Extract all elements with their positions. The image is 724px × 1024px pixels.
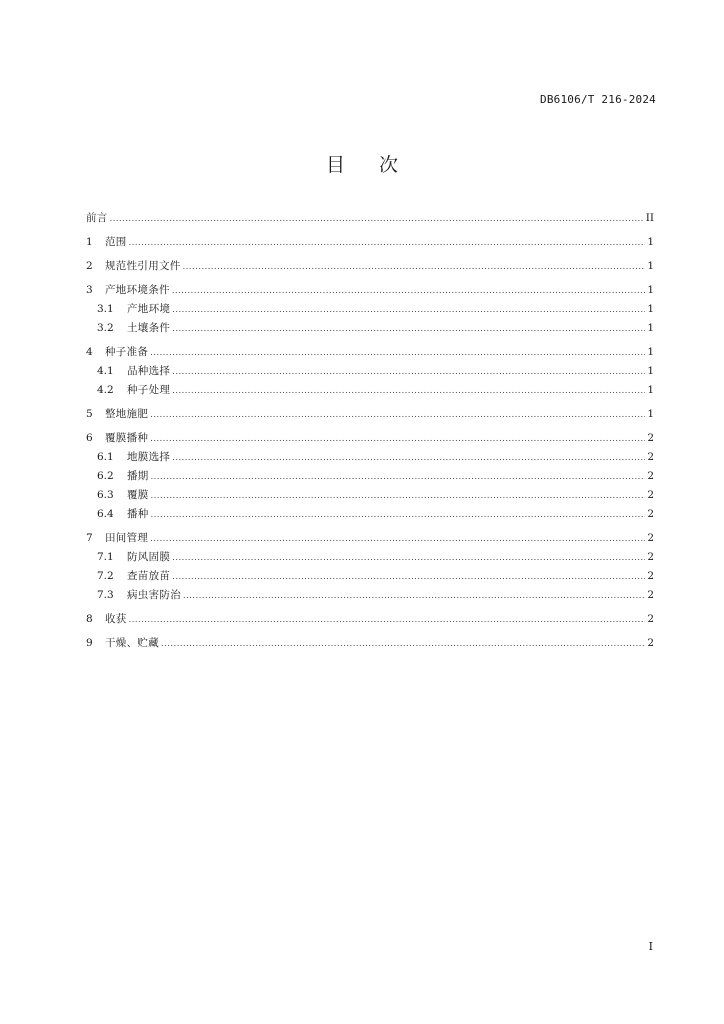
toc-entry[interactable]: [86, 257, 654, 276]
toc-entry-number: 7.2: [97, 570, 114, 582]
toc-entry-label: 收获: [105, 613, 127, 625]
document-code: DB6106/T 216-2024: [540, 93, 656, 106]
toc-entry-label: 干燥、贮藏: [105, 637, 159, 649]
toc-entry[interactable]: [86, 548, 654, 567]
toc-entry-number: 6: [86, 432, 93, 444]
toc-leader-dots: [150, 343, 645, 362]
toc-entry-number: 8: [86, 613, 93, 625]
toc-entry-label: 病虫害防治: [127, 589, 181, 601]
toc-entry-page: 1: [647, 236, 654, 248]
toc-entry[interactable]: [86, 529, 654, 548]
toc-entry[interactable]: [86, 362, 654, 381]
toc-entry[interactable]: [86, 209, 654, 228]
toc-entry-number: 2: [86, 260, 93, 272]
toc-entry-page: 2: [647, 451, 654, 463]
toc-entry[interactable]: [86, 505, 654, 524]
toc-entry-label: 土壤条件: [127, 322, 171, 334]
toc-leader-dots: [151, 486, 646, 505]
toc-entry[interactable]: [86, 343, 654, 362]
toc-leader-dots: [110, 209, 644, 228]
toc-entry-label: 播种: [127, 508, 149, 520]
toc-entry[interactable]: [86, 429, 654, 448]
toc-entry-page: 2: [647, 532, 654, 544]
toc-entry[interactable]: [86, 448, 654, 467]
toc-entry[interactable]: [86, 586, 654, 605]
toc-entry-label: 整地施肥: [105, 408, 149, 420]
toc-leader-dots: [129, 233, 646, 252]
toc-entry-number: 4.2: [97, 384, 114, 396]
toc-entry-label: 种子准备: [105, 346, 149, 358]
toc-entry-number: 3: [86, 284, 93, 296]
toc-entry-number: 7.3: [97, 589, 114, 601]
toc-entry[interactable]: [86, 486, 654, 505]
toc-entry-page: 2: [647, 613, 654, 625]
page-number: I: [648, 940, 653, 953]
toc-leader-dots: [150, 429, 645, 448]
toc-leader-dots: [172, 300, 645, 319]
toc-entry-number: 7.1: [97, 551, 114, 563]
toc-leader-dots: [172, 319, 645, 338]
toc-entry-label: 规范性引用文件: [105, 260, 181, 272]
toc-entry-page: 1: [647, 260, 654, 272]
toc-entry-label: 前言: [86, 212, 108, 224]
toc-entry-page: 2: [647, 508, 654, 520]
toc-entry[interactable]: [86, 300, 654, 319]
toc-entry[interactable]: [86, 405, 654, 424]
toc-entry[interactable]: [86, 634, 654, 653]
toc-entry-page: 1: [647, 384, 654, 396]
toc-entry-label: 种子处理: [127, 384, 171, 396]
toc-leader-dots: [161, 634, 645, 653]
toc-entry-label: 地膜选择: [127, 451, 171, 463]
toc-leader-dots: [151, 505, 646, 524]
toc-entry-number: 6.1: [97, 451, 114, 463]
toc-entry-number: 6.4: [97, 508, 114, 520]
toc-entry-label: 产地环境条件: [105, 284, 170, 296]
toc-entry-page: 2: [647, 432, 654, 444]
toc-entry-label: 品种选择: [127, 365, 171, 377]
toc-entry-page: 2: [647, 589, 654, 601]
toc-entry[interactable]: [86, 281, 654, 300]
toc-entry-page: 1: [647, 303, 654, 315]
toc-entry-page: 1: [647, 408, 654, 420]
table-of-contents: [86, 209, 654, 653]
toc-entry-page: 1: [647, 346, 654, 358]
toc-entry-number: 6.3: [97, 489, 114, 501]
toc-entry-page: 2: [647, 489, 654, 501]
toc-leader-dots: [183, 586, 645, 605]
toc-entry-page: 2: [647, 570, 654, 582]
toc-entry-number: 3.2: [97, 322, 114, 334]
toc-leader-dots: [172, 548, 645, 567]
toc-entry-page: 2: [647, 470, 654, 482]
toc-leader-dots: [151, 467, 646, 486]
toc-entry[interactable]: [86, 467, 654, 486]
toc-entry-label: 查苗放苗: [127, 570, 171, 582]
toc-leader-dots: [183, 257, 646, 276]
toc-entry[interactable]: [86, 381, 654, 400]
toc-entry-label: 覆膜播种: [105, 432, 149, 444]
toc-entry[interactable]: [86, 567, 654, 586]
toc-entry-number: 1: [86, 236, 93, 248]
toc-leader-dots: [172, 567, 645, 586]
toc-entry-page: II: [645, 212, 654, 224]
toc-leader-dots: [172, 281, 646, 300]
toc-leader-dots: [129, 610, 646, 629]
toc-entry-number: 4.1: [97, 365, 114, 377]
toc-entry-page: 1: [647, 322, 654, 334]
toc-leader-dots: [150, 405, 645, 424]
toc-entry-number: 9: [86, 637, 93, 649]
toc-entry-number: 4: [86, 346, 93, 358]
toc-leader-dots: [172, 381, 645, 400]
toc-entry-number: 6.2: [97, 470, 114, 482]
toc-entry-page: 1: [647, 284, 654, 296]
toc-leader-dots: [150, 529, 645, 548]
toc-entry-label: 范围: [105, 236, 127, 248]
toc-entry[interactable]: [86, 610, 654, 629]
toc-entry-label: 防风固膜: [127, 551, 171, 563]
toc-entry[interactable]: [86, 319, 654, 338]
toc-entry-number: 3.1: [97, 303, 114, 315]
toc-entry-page: 2: [647, 551, 654, 563]
toc-entry-page: 2: [647, 637, 654, 649]
toc-entry-label: 播期: [127, 470, 149, 482]
toc-leader-dots: [172, 448, 645, 467]
toc-entry[interactable]: [86, 233, 654, 252]
page-title: 目 次: [325, 154, 413, 176]
toc-entry-number: 5: [86, 408, 93, 420]
toc-entry-label: 田间管理: [105, 532, 149, 544]
toc-entry-label: 产地环境: [127, 303, 171, 315]
toc-entry-page: 1: [647, 365, 654, 377]
toc-entry-number: 7: [86, 532, 93, 544]
toc-leader-dots: [172, 362, 645, 381]
toc-entry-label: 覆膜: [127, 489, 149, 501]
